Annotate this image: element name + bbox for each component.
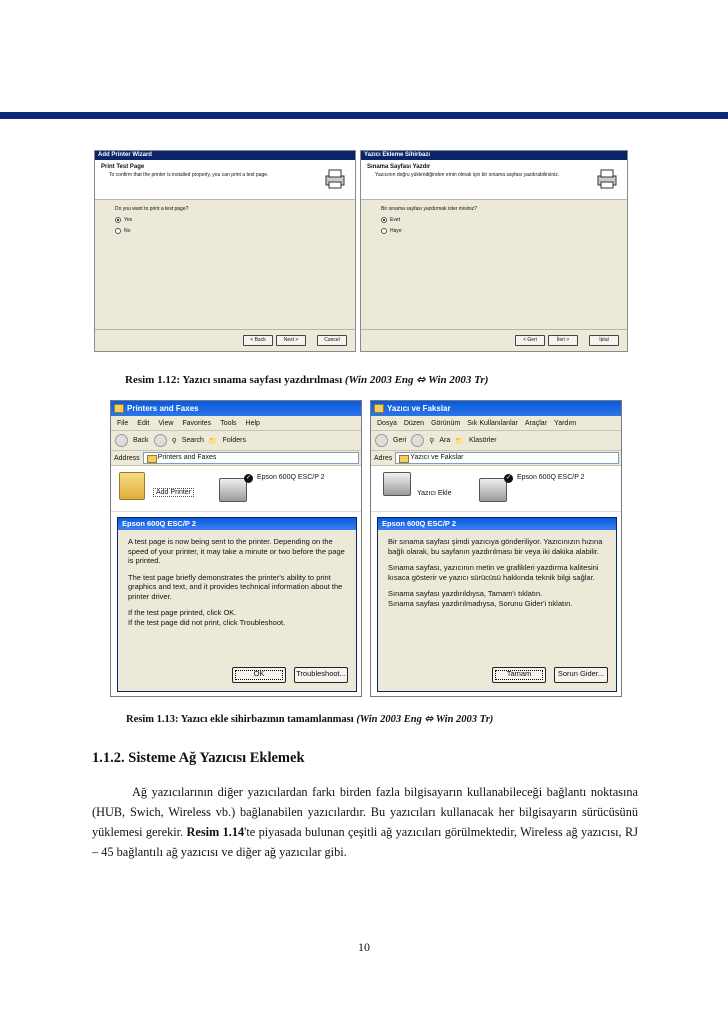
ok-button[interactable]: OK xyxy=(232,667,286,683)
folder-icon xyxy=(374,404,384,413)
wizard-heading: Sınama Sayfası Yazdır xyxy=(367,164,431,170)
menu-bar xyxy=(111,416,361,431)
dialog-paragraph-3b: Sınama sayfası yazdırılmadıysa, Sorunu Gider'i tıklatın. xyxy=(388,598,573,608)
dialog-paragraph-2: Sınama sayfası, yazıcının metin ve grafikleri yazdırma kalitesini kısaca gösterir ve yazıcı sürücüsü hakkında teknik bilgi sağlar. xyxy=(388,563,599,582)
back-button[interactable]: Geri xyxy=(393,437,407,444)
menu-edit[interactable]: Düzen xyxy=(403,419,425,427)
dialog-paragraph-1: Bir sınama sayfası şimdi yazıcıya gönderiliyor. Yazıcınızın hızına bağlı olarak, bu sayfanın yazdırılması bir veya iki dakika alabilir. xyxy=(388,537,603,556)
dialog-buttons xyxy=(232,667,348,683)
dialog-buttons xyxy=(492,667,608,683)
next-button[interactable]: İleri > xyxy=(548,335,578,346)
next-button[interactable]: Next > xyxy=(276,335,306,346)
menu-edit[interactable]: Edit xyxy=(137,419,150,427)
menu-view[interactable]: Görünüm xyxy=(431,419,461,427)
folders-icon[interactable]: 📁 xyxy=(208,437,218,445)
body-paragraph xyxy=(92,782,638,862)
wizard-subheading: To confirm that the printer is installed properly, you can print a test page. xyxy=(109,172,269,178)
window-titlebar xyxy=(371,401,621,416)
option-no[interactable] xyxy=(381,228,607,234)
question-label: Do you want to print a test page? xyxy=(115,206,189,212)
address-bar xyxy=(111,451,361,466)
add-printer-icon[interactable] xyxy=(119,472,145,500)
dialog-paragraph-1: A test page is now being sent to the printer. Depending on the speed of your printer, it may take a minute or two before the page is printed. xyxy=(128,537,345,565)
test-page-dialog xyxy=(377,517,617,692)
default-check-icon: ✓ xyxy=(505,475,512,481)
troubleshoot-button[interactable]: Troubleshoot... xyxy=(294,667,348,683)
search-button[interactable]: Search xyxy=(181,437,204,444)
dialog-title: Epson 600Q ESC/P 2 xyxy=(118,518,356,530)
window-title: Printers and Faxes xyxy=(127,404,199,413)
menu-help[interactable]: Yardım xyxy=(554,419,577,427)
radio-icon[interactable] xyxy=(115,228,121,234)
section-heading: 1.1.2. Sisteme Ağ Yazıcısı Eklemek xyxy=(92,750,305,766)
folder-icon xyxy=(114,404,124,413)
menu-favorites[interactable]: Sık Kullanılanlar xyxy=(467,419,518,427)
wizard-subheading: Yazıcının doğru yüklendiğinden emin olmak için bir sınama sayfası yazdırabilirsiniz. xyxy=(375,172,560,178)
printer-icon xyxy=(595,167,619,191)
menu-file[interactable]: File xyxy=(117,419,129,427)
add-printer-icon[interactable] xyxy=(383,472,411,496)
printer-label[interactable]: Epson 600Q ESC/P 2 xyxy=(517,474,585,481)
caption-text: Resim 1.12: Yazıcı sınama sayfası yazdırılması xyxy=(125,374,345,386)
menu-view[interactable]: View xyxy=(158,419,174,427)
default-check-icon: ✓ xyxy=(245,475,252,481)
dialog-paragraph-3a: Sınama sayfası yazdırıldıysa, Tamam'ı tıklatın. xyxy=(388,589,543,598)
printer-icon[interactable] xyxy=(219,478,247,502)
menu-bar xyxy=(371,416,621,431)
window-titlebar xyxy=(111,401,361,416)
option-yes-label: Yes xyxy=(124,217,133,223)
dialog-title: Epson 600Q ESC/P 2 xyxy=(378,518,616,530)
address-input[interactable]: Printers and Faxes xyxy=(143,452,359,464)
back-button[interactable]: < Geri xyxy=(515,335,545,346)
option-no[interactable] xyxy=(115,228,335,234)
folder-content xyxy=(371,466,621,512)
wizard-buttons xyxy=(95,329,355,351)
cancel-button[interactable]: İptal xyxy=(589,335,619,346)
address-input[interactable]: Yazıcı ve Fakslar xyxy=(395,452,619,464)
page-number: 10 xyxy=(358,940,370,954)
ok-button[interactable]: Tamam xyxy=(492,667,546,683)
search-icon[interactable]: ⚲ xyxy=(171,437,177,445)
option-yes[interactable] xyxy=(381,217,607,223)
printer-icon xyxy=(323,167,347,191)
caption-text: Resim 1.13: Yazıcı ekle sihirbazının tamamlanması xyxy=(126,714,357,725)
dialog-paragraph-3b: If the test page did not print, click Troubleshoot. xyxy=(128,617,286,627)
option-yes-label: Evet xyxy=(390,217,401,223)
search-icon[interactable]: ⚲ xyxy=(429,437,435,445)
address-bar xyxy=(371,451,621,466)
paragraph-text-1: Ağ yazıcılarının diğer yazıcılardan farkı birden fazla bilgisayarın kullanabileceği bağlantı noktasına (HUB, Swich, Wireless vb.) bağlanabilen yazıcılardır. Bu yazıcıları kullanacak her bilgisayarın sürücüsünü yüklemesi gerekir. xyxy=(92,785,638,839)
window-title: Add Printer Wizard xyxy=(95,151,355,160)
printer-label[interactable]: Epson 600Q ESC/P 2 xyxy=(257,474,325,481)
printer-icon[interactable] xyxy=(479,478,507,502)
test-page-dialog xyxy=(117,517,357,692)
add-printer-label[interactable]: Yazıcı Ekle xyxy=(417,490,452,497)
caption-italic: (Win 2003 Eng ⬄ Win 2003 Tr) xyxy=(356,714,494,725)
toolbar xyxy=(111,431,361,451)
window-title: Yazıcı ve Fakslar xyxy=(387,404,451,413)
address-label: Address xyxy=(114,454,140,462)
figure-caption xyxy=(125,373,488,386)
option-yes[interactable] xyxy=(115,217,335,223)
wizard-window-turkish xyxy=(360,150,628,352)
option-no-label: Hayır xyxy=(390,228,402,234)
back-arrow-icon[interactable] xyxy=(115,434,128,447)
caption-italic: (Win 2003 Eng ⬄ Win 2003 Tr) xyxy=(344,374,489,386)
back-button[interactable]: < Back xyxy=(243,335,273,346)
back-button[interactable]: Back xyxy=(133,437,149,444)
radio-icon[interactable] xyxy=(115,217,121,223)
menu-tools[interactable]: Araçlar xyxy=(524,419,548,427)
figure-caption xyxy=(126,713,493,725)
folders-button[interactable]: Klasörler xyxy=(469,437,497,444)
wizard-header xyxy=(361,160,627,200)
back-arrow-icon[interactable] xyxy=(375,434,388,447)
wizard-heading: Print Test Page xyxy=(101,164,145,170)
folders-icon[interactable]: 📁 xyxy=(455,437,464,445)
menu-tools[interactable]: Tools xyxy=(220,419,237,427)
wizard-window-english xyxy=(94,150,356,352)
dialog-paragraph-3a: If the test page printed, click OK. xyxy=(128,608,237,617)
window-title: Yazıcı Ekleme Sihirbazı xyxy=(361,151,627,160)
radio-icon[interactable] xyxy=(381,228,387,234)
option-no-label: No xyxy=(124,228,131,234)
add-printer-label[interactable]: Add Printer xyxy=(153,488,194,497)
cancel-button[interactable]: Cancel xyxy=(317,335,347,346)
menu-help[interactable]: Help xyxy=(245,419,260,427)
wizard-buttons xyxy=(361,329,627,351)
figure-reference: Resim 1.14 xyxy=(186,825,245,839)
explorer-window-turkish xyxy=(370,400,622,697)
explorer-window-english xyxy=(110,400,362,697)
toolbar xyxy=(371,431,621,451)
wizard-header xyxy=(95,160,355,200)
dialog-paragraph-2: The test page briefly demonstrates the printer's ability to print graphics and text, and it provides technical information about the printer driver. xyxy=(128,572,343,601)
forward-arrow-icon[interactable] xyxy=(154,434,167,447)
menu-favorites[interactable]: Favorites xyxy=(182,419,212,427)
question-label: Bir sınama sayfası yazdırmak ister misiniz? xyxy=(381,206,477,212)
wizard-body xyxy=(361,200,627,240)
folders-button[interactable]: Folders xyxy=(222,437,246,444)
troubleshoot-button[interactable]: Sorun Gider... xyxy=(554,667,608,683)
paragraph-text-2: 'te piyasada bulunan çeşitli ağ yazıcıları görülmektedir, Wireless ağ yazıcısı, RJ – 45 bağlantılı ağ yazıcısı ve diğer ağ yazıcılar gibi. xyxy=(92,825,638,859)
address-label: Adres xyxy=(374,454,393,462)
search-button[interactable]: Ara xyxy=(439,437,451,444)
wizard-body xyxy=(95,200,355,240)
header-rule xyxy=(0,112,728,119)
forward-arrow-icon[interactable] xyxy=(411,434,424,447)
radio-icon[interactable] xyxy=(381,217,387,223)
menu-file[interactable]: Dosya xyxy=(377,419,397,427)
folder-content xyxy=(111,466,361,512)
